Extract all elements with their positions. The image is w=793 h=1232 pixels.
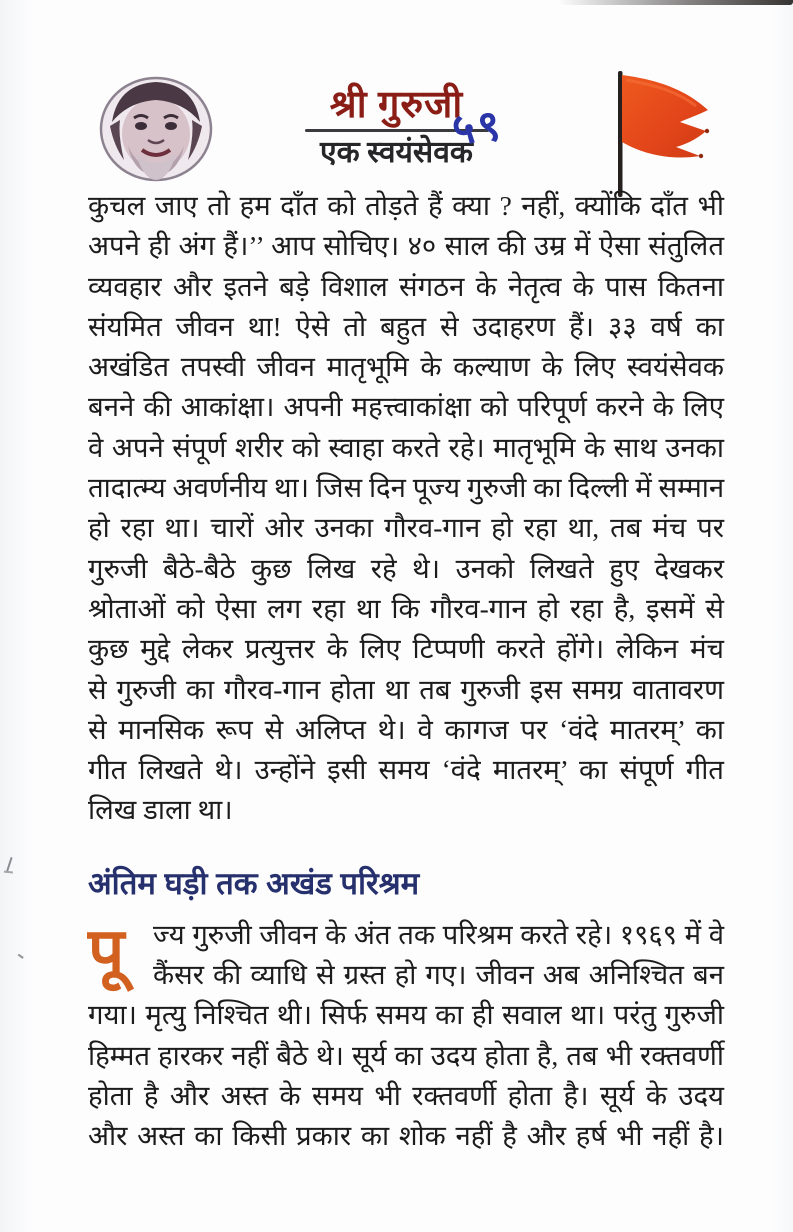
text-line: होता है और अस्त के समय भी रक्तवर्णी होता है। सूर्य के उदय	[88, 1079, 724, 1111]
text-line: से गुरुजी का गौरव-गान होता था तब गुरुजी इस समग्र वातावरण	[88, 673, 724, 705]
text-line: व्यवहार और इतने बड़े विशाल संगठन के नेतृत्व के पास कितना	[88, 270, 724, 302]
text-line: गुरुजी बैठे-बैठे कुछ लिख रहे थे। उनको लिखते हुए देखकर	[88, 552, 724, 584]
text-line: गया। मृत्यु निश्चित थी। सिर्फ समय का ही सवाल था। परंतु गुरुजी	[88, 999, 724, 1031]
text-line: कैंसर की व्याधि से ग्रस्त हो गए। जीवन अब अनिश्चित बन	[153, 959, 724, 991]
text-line: और अस्त का किसी प्रकार का शोक नहीं है और हर्ष भी नहीं है।	[88, 1120, 724, 1152]
text-line: वे अपने संपूर्ण शरीर को स्वाहा करते रहे। मातृभूमि के साथ उनका	[88, 431, 724, 463]
text-line: ज्य गुरुजी जीवन के अंत तक परिश्रम करते रहे। १९६९ में वे	[153, 918, 724, 950]
page-header	[0, 0, 793, 200]
stray-ink-mark	[6, 857, 20, 875]
paragraph-2	[88, 915, 724, 1157]
text-line: हिम्मत हारकर नहीं बैठे थे। सूर्य का उदय होता है, तब भी रक्तवर्णी	[88, 1039, 724, 1071]
section-heading: अंतिम घड़ी तक अखंड परिश्रम	[88, 865, 420, 901]
text-line: कुछ मुद्दे लेकर प्रत्युत्तर के लिए टिप्पणी करते होंगे। लेकिन मंच	[88, 633, 724, 665]
paragraph-2-full	[88, 995, 724, 1156]
text-line: गीत लिखते थे। उन्होंने इसी समय ‘वंदे मातरम्’ का संपूर्ण गीत	[88, 754, 724, 786]
saffron-flag-icon	[596, 68, 732, 202]
text-line: अपने ही अंग हैं।’’ आप सोचिए। ४० साल की उम्र में ऐसा संतुलित	[88, 230, 724, 262]
stray-ink-mark	[18, 947, 29, 959]
text-line: तादात्म्य अवर्णनीय था। जिस दिन पूज्य गुरुजी का दिल्ली में सम्मान	[88, 472, 725, 504]
drop-cap: पू	[88, 915, 125, 987]
paragraph-1	[88, 186, 724, 790]
body-text	[88, 186, 724, 1157]
text-line: लिख डाला था।	[88, 794, 233, 826]
text-line: से मानसिक रूप से अलिप्त थे। वे कागज पर ‘वंदे मातरम्’ का	[88, 713, 724, 745]
page-number: ५९	[449, 100, 506, 156]
text-line: अखंडित तपस्वी जीवन मातृभूमि के कल्याण के लिए स्वयंसेवक	[88, 351, 724, 383]
book-title: श्री गुरुजी	[329, 84, 464, 126]
text-line: हो रहा था। चारों ओर उनका गौरव-गान हो रहा था, तब मंच पर	[88, 512, 724, 544]
text-line: श्रोताओं को ऐसा लग रहा था कि गौरव-गान हो रहा है, इसमें से	[88, 592, 724, 624]
text-line: संयमित जीवन था! ऐसे तो बहुत से उदाहरण हैं। ३३ वर्ष का	[88, 310, 724, 342]
paragraph-2-indented	[88, 915, 724, 996]
text-line: कुचल जाए तो हम दाँत को तोड़ते हैं क्या ? नहीं, क्योंकि दाँत भी	[88, 190, 724, 221]
book-subtitle: एक स्वयंसेवक	[320, 135, 473, 169]
text-line: बनने की आकांक्षा। अपनी महत्त्वाकांक्षा को परिपूर्ण करने के लिए	[88, 391, 724, 423]
